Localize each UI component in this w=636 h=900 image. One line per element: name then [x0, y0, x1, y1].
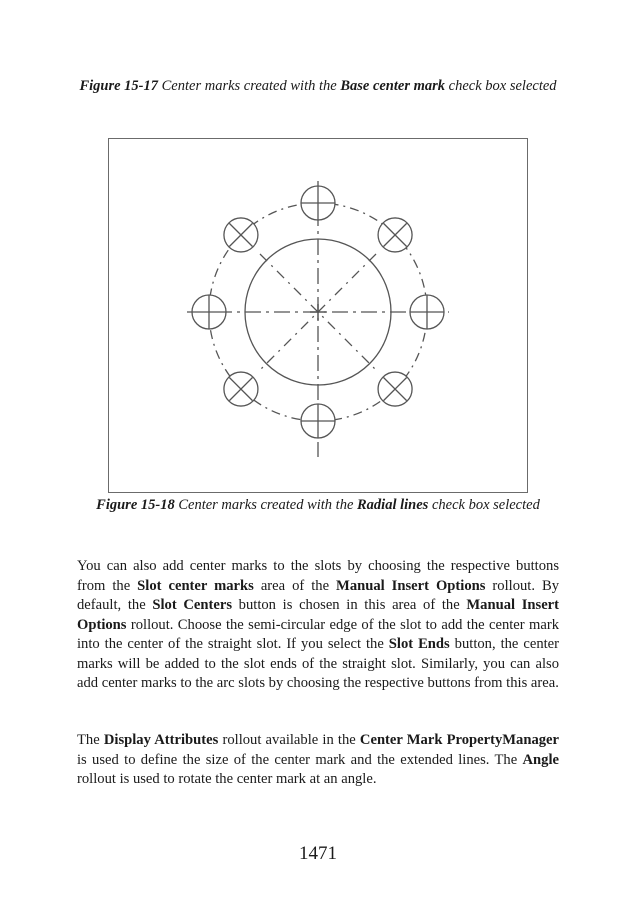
paragraph-text: The — [77, 732, 104, 748]
paragraph-text: button, the center marks will be added to the slot ends of the straight slot. Similarly, you can also add center marks to the arc slots by choosing the respective buttons from this area. — [77, 636, 560, 691]
ui-term-manual-insert-options: Manual Insert Options — [336, 577, 486, 594]
ui-term-display-attributes: Display Attributes — [103, 732, 219, 748]
body-paragraph-display-attributes — [77, 731, 559, 790]
caption-text: Center marks created with the — [174, 497, 358, 513]
paragraph-text: You can also add center marks to the slots by choosing the respective buttons from the — [77, 558, 559, 594]
page-number: 1471 — [299, 843, 337, 864]
ui-term-center-mark-propertymanager: Center Mark PropertyManager — [359, 732, 559, 748]
ui-term-manual-insert-options: Manual Insert Options — [77, 597, 560, 633]
caption-bold-term: Radial lines — [357, 497, 429, 513]
caption-text: Center marks created with the — [158, 78, 341, 94]
paragraph-text: area of the — [253, 577, 337, 594]
body-paragraph-slots — [77, 557, 559, 694]
figure-label: Figure 15-18 — [96, 497, 175, 513]
center-marks-drawing — [109, 139, 527, 492]
paragraph-text: is used to define the size of the center mark and the extended lines. The — [77, 751, 523, 768]
ui-term-slot-center-marks: Slot center marks — [137, 577, 254, 594]
paragraph-text: button is chosen in this area of the — [232, 597, 467, 613]
center-marks-figure — [108, 138, 528, 493]
caption-bold-term: Base center mark — [340, 78, 446, 94]
paragraph-text: rollout is used to rotate the center mark at an angle. — [77, 771, 377, 787]
paragraph-text: rollout. By default, the — [77, 577, 559, 613]
paragraph-text: rollout available in the — [218, 732, 360, 748]
ui-term-angle: Angle — [522, 751, 559, 768]
figure-15-17-caption — [70, 77, 566, 96]
figure-label: Figure 15-17 — [79, 78, 159, 94]
ui-term-slot-centers: Slot Centers — [152, 597, 232, 613]
ui-term-slot-ends: Slot Ends — [388, 636, 450, 652]
figure-15-18-caption — [70, 496, 566, 515]
caption-text: check box selected — [445, 78, 557, 94]
caption-text: check box selected — [428, 497, 540, 513]
paragraph-text: rollout. Choose the semi-circular edge of the slot to add the center mark into the center of the straight slot. If you select the — [77, 616, 559, 652]
